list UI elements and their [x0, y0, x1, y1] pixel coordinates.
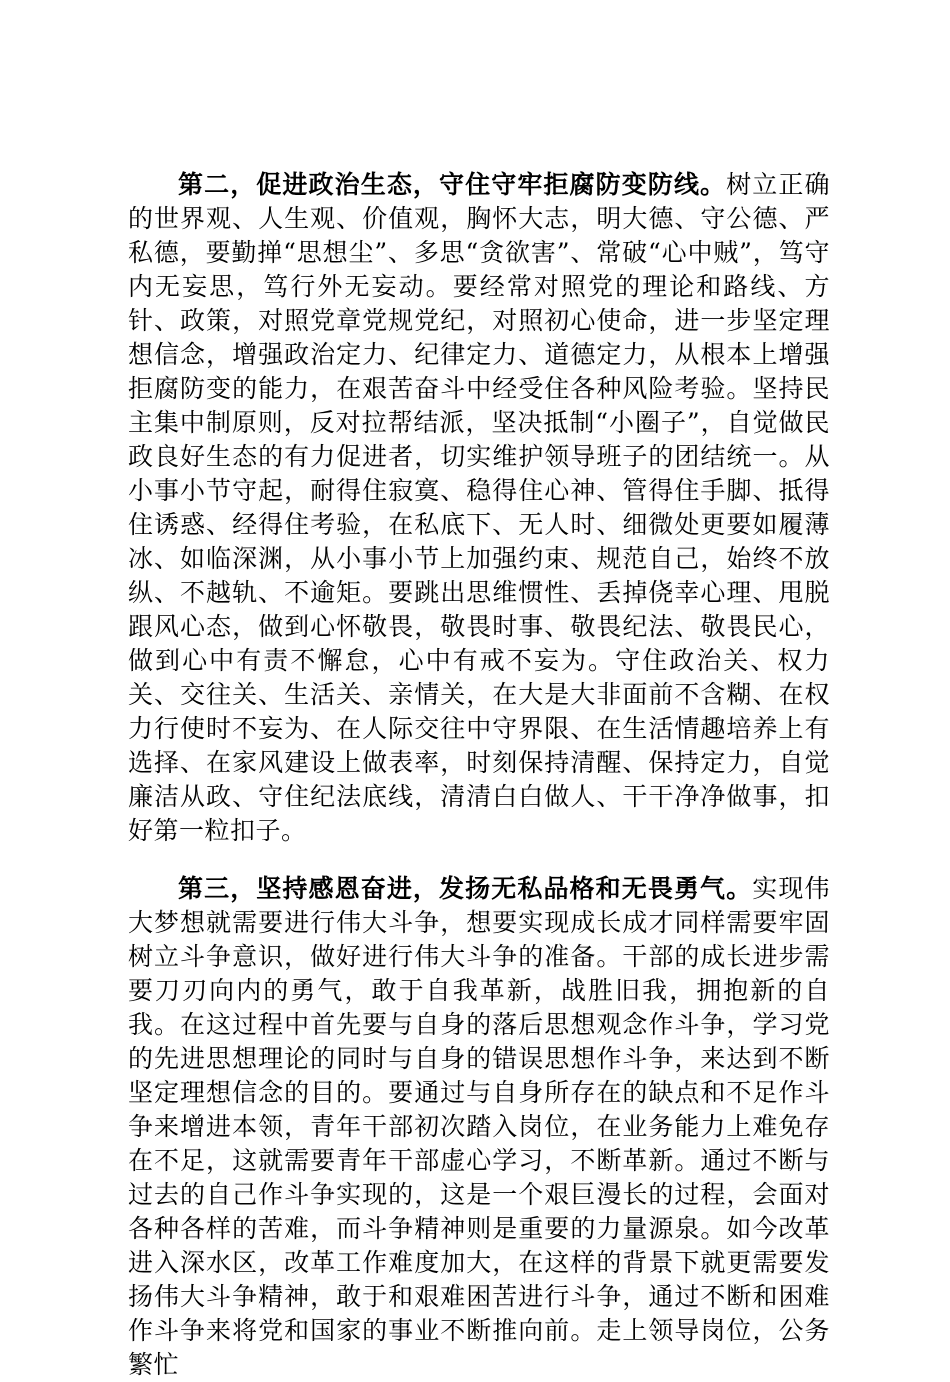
document-body	[128, 168, 830, 1382]
paragraph-third	[128, 872, 830, 1382]
paragraph-text: 树立正确的世界观、人生观、价值观，胸怀大志，明大德、守公德、严私德，要勤掸“思想尘”、多思“贪欲害”、常破“心中贼”，笃守内无妄思，笃行外无妄动。要经常对照党的理论和路线、方针、政策，对照党章党规党纪，对照初心使命，进一步坚定理想信念，增强政治定力、纪律定力、道德定力，从根本上增强拒腐防变的能力，在艰苦奋斗中经受住各种风险考验。坚持民主集中制原则，反对拉帮结派，坚决抵制“小圈子”，自觉做民政良好生态的有力促进者，切实维护领导班子的团结统一。从小事小节守起，耐得住寂寞、稳得住心神、管得住手脚、抵得住诱惑、经得住考验，在私底下、无人时、细微处更要如履薄冰、如临深渊，从小事小节上加强约束、规范自己，始终不放纵、不越轨、不逾矩。要跳出思维惯性、丢掉侥幸心理、甩脱跟风心态，做到心怀敬畏，敬畏时事、敬畏纪法、敬畏民心，做到心中有责不懈怠，心中有戒不妄为。守住政治关、权力关、交往关、生活关、亲情关，在大是大非面前不含糊、在权力行使时不妄为、在人际交往中守界限、在生活情趣培养上有选择、在家风建设上做表率，时刻保持清醒、保持定力，自觉廉洁从政、守住纪法底线，清清白白做人、干干净净做事，扣好第一粒扣子。	[128, 170, 830, 845]
paragraph-heading: 第三，坚持感恩奋进，发扬无私品格和无畏勇气。	[178, 874, 753, 903]
paragraph-text: 实现伟大梦想就需要进行伟大斗争，想要实现成长成才同样需要牢固树立斗争意识，做好进行伟大斗争的准备。干部的成长进步需要刀刃向内的勇气，敢于自我革新，战胜旧我，拥抱新的自我。在这过程中首先要与自身的落后思想观念作斗争，学习党的先进思想理论的同时与自身的错误思想作斗争，来达到不断坚定理想信念的目的。要通过与自身所存在的缺点和不足作斗争来增进本领，青年干部初次踏入岗位，在业务能力上难免存在不足，这就需要青年干部虚心学习，不断革新。通过不断与过去的自己作斗争实现的，这是一个艰巨漫长的过程，会面对各种各样的苦难，而斗争精神则是重要的力量源泉。如今改革进入深水区，改革工作难度加大，在这样的背景下就更需要发扬伟大斗争精神，敢于和艰难困苦进行斗争，通过不断和困难作斗争来将党和国家的事业不断推向前。走上领导岗位，公务繁忙	[128, 874, 830, 1379]
paragraph-second	[128, 168, 830, 848]
paragraph-heading: 第二，促进政治生态，守住守牢拒腐防变防线。	[178, 170, 727, 199]
